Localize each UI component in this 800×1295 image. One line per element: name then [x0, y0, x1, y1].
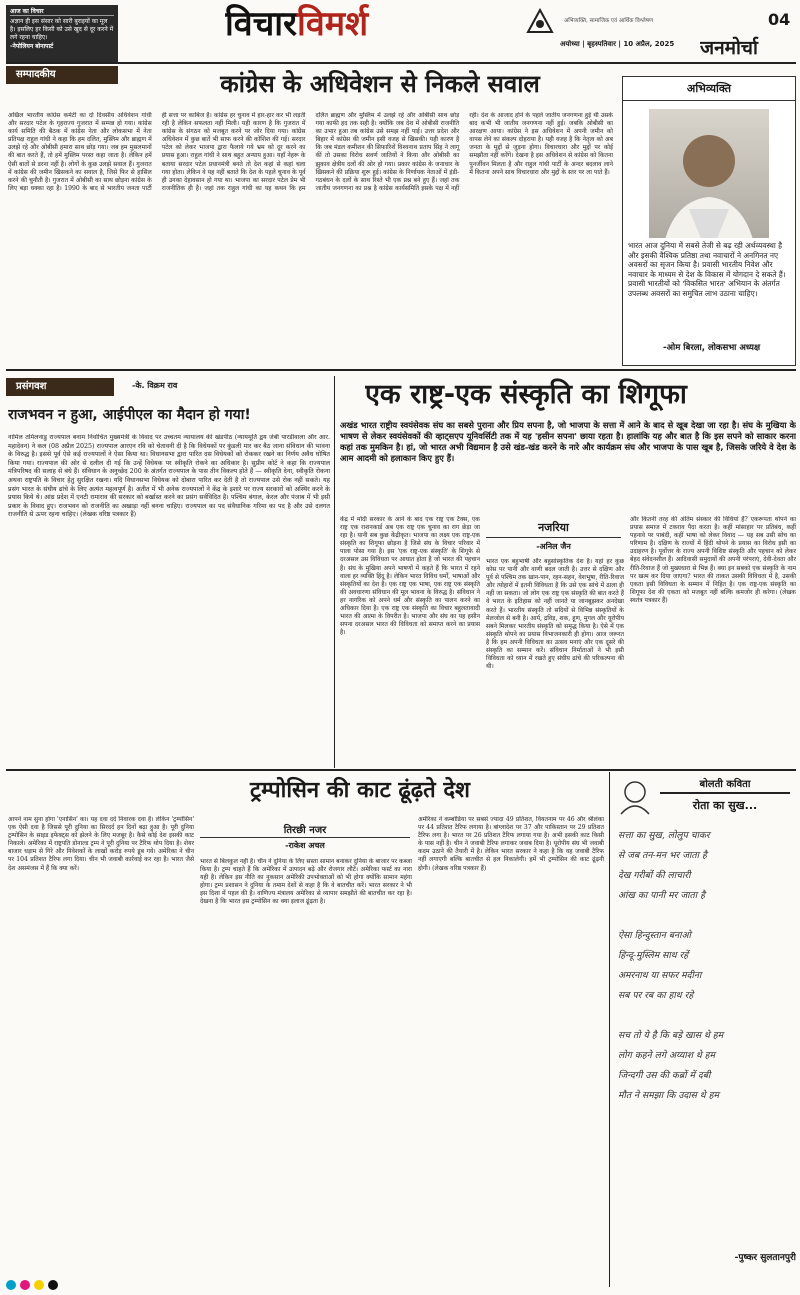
poem-line: सत्ता का सुख, लोलुप चाकर: [618, 830, 710, 841]
poem-line: देख गरीबों की लाचारी: [618, 870, 691, 881]
prasangvash-headline: राजभवन न हुआ, आईपीएल का मैदान हो गया!: [8, 407, 251, 423]
speaker-photo: [649, 109, 769, 259]
poem-icon: [615, 776, 655, 816]
poem-line: [618, 906, 796, 926]
opinion-quote: भारत आज दुनिया में सबसे तेजी से बढ़ रही अर्थव्यवस्था है और इसकी वैश्विक प्रतिष्ठा तथा नवाचारों ने अनगिनत नए अवसरों का सृजन किया है। प्रवासी भारतीय निवेश और नवाचार के माध्यम से देश के विकास में योगदान दे सकते हैं। प्रवासी भारतीयों को 'विकसित भारत' अभियान के अंतर्गत उपलब्ध अवसरों का समुचित लाभ उठाना चाहिए।: [622, 238, 796, 336]
newspaper-emblem-icon: [520, 6, 560, 36]
poem-label: बोलती कविता: [660, 776, 790, 794]
lead-byline: -अनिल जैन: [536, 542, 571, 551]
thought-of-day-title: आज का विचार: [10, 7, 114, 16]
masthead-rule: [6, 62, 796, 64]
opinion-attribution: -ओम बिरला, लोकसभा अध्यक्ष: [622, 336, 796, 366]
editorial-label: सम्पादकीय: [6, 66, 118, 84]
poem-line: [618, 1006, 796, 1026]
print-registration-mark: [20, 1280, 30, 1290]
trump-headline: ट्रम्पोसिन की काट ढूंढ़ते देश: [250, 778, 470, 803]
print-registration-mark: [48, 1280, 58, 1290]
section-title: [225, 2, 455, 46]
portrait-silhouette-icon: [649, 109, 769, 259]
lead-deck: अखंड भारत राष्ट्रीय स्वयंसेवक संघ का सबसे पुराना और प्रिय सपना है, जो भाजपा के सत्ता में आने के बाद से खूब देखा जा रहा है। संघ के मुखिया के भाषण से लेकर स्वयंसेवकों की व्हाट्सएप यूनिवर्सिटी तक में यह 'हसीन सपना' छाया रहता है। हालांकि यह और बात है कि इस सपने को साकार करना कहां तक मुमकिन है। हां, जो भारत अभी विद्यमान है उसे खंड-खंड करने के नारे और कार्यक्रम संघ और भाजपा के पास खूब है, जिसके जरिये वे देश के आम आदमी को हलाकान किए हुए हैं।: [340, 420, 796, 463]
paper-name: जनमोर्चा: [700, 37, 758, 59]
poet-sketch-icon: [615, 776, 655, 816]
poem-line: मौत ने समझा कि उदास थे हम: [618, 1090, 719, 1101]
thought-of-day-author: -नेपोलियन बोनापार्ट: [10, 43, 54, 50]
poem-line: लोग कहने लगे अय्याश थे हम: [618, 1050, 716, 1061]
trump-body-right: अमेरिका ने कम्बोडिया पर सबसे ज्यादा 49 प्रतिशत, वियतनाम पर 46 और श्रीलंका पर 44 प्रतिशत टैरिफ लगाया है। बांग्लादेश पर 37 और पाकिस्तान पर 29 प्रतिशत टैरिफ लगा है। भारत पर 26 प्रतिशत टैरिफ लगाया गया है। अभी इसकी काट किसी के पास नहीं है। चीन ने जवाबी टैरिफ लगाकर जवाब दिया है। यूरोपीय संघ भी जवाबी कदम उठाने की तैयारी में है। लेकिन भारत सरकार ने कहा है कि वह जवाबी टैरिफ नहीं लगाएगी बल्कि बातचीत से हल निकालेगी। हमें भी ट्रम्पोसिन की काट ढूंढ़नी होगी। (लेखक वरिष्ठ पत्रकार हैं): [418, 816, 604, 872]
trump-body-mid: भारत से बिलकुल नहीं है। चीन ने दुनिया के लिए सस्ता सामान बनाकर दुनिया के बाजार पर कब्जा किया है। ट्रम्प चाहते हैं कि अमेरिका में उत्पादन बढ़े और रोजगार लौटें। अमेरिका फर्स्ट का नारा यही है। लेकिन इस नीति का नुकसान अमेरिकी उपभोक्ताओं को भी होगा क्योंकि सामान महंगा होगा। ट्रम्प प्रशासन ने दुनिया के तमाम देशों से कहा है कि वे बातचीत करें। भारत सरकार ने भी इस दिशा में पहल की है। वाणिज्य मंत्रालय अमेरिका से व्यापार समझौते की बातचीत कर रहा है। देखना है कि भारत इस ट्रम्पोसिन का क्या इलाज ढूंढ़ता है।: [200, 858, 412, 906]
dateline: अयोध्या | बृहस्पतिवार | 10 अप्रैल, 2025: [560, 40, 675, 48]
prasangvash-divider: [334, 376, 335, 768]
lead-headline: एक राष्ट्र-एक संस्कृति का शिगूफा: [365, 379, 687, 410]
lead-body-right: और कितनी तरह की अंतिम संस्कार की विधियां हैं? एकरूपता थोपने का प्रयास समाज में टकराव पैदा करता है। कहीं मांसाहार पर प्रतिबंध, कहीं पहनावे पर पाबंदी, कहीं भाषा को लेकर विवाद — यह सब उसी सोच का परिणाम है। दक्षिण के राज्यों में हिंदी थोपने के प्रयास का विरोध इसी का उदाहरण है। पूर्वोत्तर के राज्य अपनी विशिष्ट संस्कृति और पहचान को लेकर बेहद संवेदनशील हैं। आदिवासी समुदायों की अपनी परंपराएं, देवी-देवता और रीति-रिवाज हैं जो मुख्यधारा से भिन्न हैं। क्या इन सबको एक संस्कृति के नाम पर खत्म कर दिया जाएगा? भारत की ताकत उसकी विविधता में है, उसकी एकता इसी विविधता के सम्मान में निहित है। एक राष्ट्र-एक संस्कृति का शिगूफा देश की एकता को मजबूत नहीं बल्कि कमजोर ही करेगा। (लेखक स्वतंत्र पत्रकार हैं): [630, 516, 796, 604]
trump-column-label: तिरछी नजर: [200, 822, 410, 838]
poem-body: [618, 826, 796, 1246]
masthead-logo: [520, 6, 750, 36]
prasangvash-body: नामिल तमिलनाडु राज्यपाल बनाम निर्वाचित मुख्यमंत्री के विवाद पर उच्चतम न्यायालय की खंडपीठ (न्यायमूर्ति द्वय जेबी पारडीवाला और आर. महादेवन) ने कल (08 अप्रैल 2025) राज्यपाल आरएन रवि को चेतावनी दी है कि विधेयकों पर कुंडली मार कर बैठ जाना संविधान की भावना के विरुद्ध है। इससे पूर्व ऐसे कई राज्यपालों ने ऐसा किया था। विधानसभा द्वारा पारित दस विधेयकों को रोककर रखने का निर्णय अवैध घोषित किया गया। राज्यपाल की ओर से दलील दी गई कि उन्हें विधेयक पर स्वीकृति रोकने का अधिकार है। सुप्रीम कोर्ट ने कहा कि राज्यपाल मंत्रिपरिषद की सलाह से बंधे हैं। संविधान के अनुच्छेद 200 के अंतर्गत राज्यपाल के पास तीन विकल्प होते हैं — स्वीकृति देना, स्वीकृति रोकना अथवा राष्ट्रपति के विचार हेतु सुरक्षित रखना। यदि विधानसभा विधेयक को दोबारा पारित कर देती है तो राज्यपाल उसे रोक नहीं सकते। यह प्रसंग भारत के संघीय ढांचे के लिए अत्यंत महत्वपूर्ण है। अतीत में भी अनेक राज्यपालों ने केंद्र के इशारे पर राज्य सरकारों को अस्थिर करने के प्रयास किये थे। आंध्र प्रदेश में एनटी रामाराव की सरकार को बर्खास्त करने का प्रसंग सर्वविदित है। पश्चिम बंगाल, केरल और पंजाब में भी इसी प्रकार के विवाद हुए। राजभवन को राजनीति का अखाड़ा नहीं बनना चाहिए। राज्यपाल का पद संवैधानिक गरिमा का पद है और उसे दलगत राजनीति से ऊपर रहना चाहिए। (लेखक वरिष्ठ पत्रकार हैं): [8, 434, 330, 519]
editorial-bottom-rule: [6, 369, 796, 371]
poem-line: जिन्दगी उस की कब्रों में दबी: [618, 1070, 711, 1081]
lead-column-label: नजरिया: [486, 520, 621, 538]
poem-line: सब पर रब का हाथ रहे: [618, 990, 694, 1001]
trump-byline: -राकेश अचल: [285, 841, 325, 850]
prasangvash-byline: -के. विक्रम राव: [132, 381, 178, 390]
section-title-part-a: विचार: [225, 4, 298, 44]
print-registration-mark: [6, 1280, 16, 1290]
section-title-part-b: विमर्श: [297, 4, 369, 44]
poem-line: अमरनाथ या सफर मदीना: [618, 970, 702, 981]
opinion-label: अभिव्यक्ति: [623, 77, 795, 101]
thought-of-day-box: [6, 5, 118, 63]
thought-of-day-text: अज्ञान ही इस संसार को सारी बुराइयों का मूल है। इसलिए हर किसी को उसे खुद से दूर करने में लगे रहना चाहिए।: [10, 18, 114, 41]
trump-body-left: आपने नाम सुना होगा 'एनासिन' का। यह दवा दर्द निवारक दवा है। लेकिन 'ट्रम्पोसिन' एक ऐसी दवा है जिससे पूरी दुनिया का सिरदर्द हन दिनों बढ़ा हुआ है। पूरी दुनिया ट्रम्पोसिन के साइड इफेक्ट्स को झेलने के लिए मजबूर है। कैसे कोई देश इसकी काट निकाले। अमेरिका में राष्ट्रपति डोनाल्ड ट्रम्प ने पूरी दुनिया पर टैरिफ थोप दिया है। शेयर बाजार धड़ाम से गिरे और निवेशकों के लाखों करोड़ रुपये डूब गये। अमेरिका ने चीन पर 104 प्रतिशत टैरिफ लगा दिया। चीन भी जवाबी कार्रवाई कर रहा है। भारत जैसे देश असमंजस में हैं कि क्या करें।: [8, 816, 194, 872]
editorial-body: अखिल भारतीय कांग्रेस कमेटी का दो दिवसीय अधिवेशन गांधी और सरदार पटेल के गृहराज्य गुजरात में सम्पन्न हो गया। कांग्रेस कार्य समिति की बैठक में कांग्रेस नेता और लोकसभा में नेता प्रतिपक्ष राहुल गांधी ने कहा कि हम दलित, मुस्लिम और ब्राह्मण में उलझे रहे और ओबीसी हमारा साथ छोड़ गया। जब हम मुसलमानों की बात करते हैं, तो हमें मुस्लिम परस्त कहा जाता है। लेकिन हमें ऐसी बातों से डरना नहीं है। लोगों के कुछ उलझे सवाल हैं। गुजरात में कांग्रेस की जमीन खिसकने का सवाल है, जिसे फिर से हासिल करने की चुनौती है। गुजरात में ओबीसी का साथ छोड़ना कांग्रेस के लिए बड़ा धक्का रहा है। 1990 के बाद से भारतीय जनता पार्टी ही सत्ता पर काबिज है। कांग्रेस हर चुनाव में हार-हार कर भी लड़ती रही है लेकिन सफलता नहीं मिली। यही कारण है कि गुजरात में कांग्रेस के संगठन को मजबूत करने पर जोर दिया गया। कांग्रेस अधिवेशन में कुछ बातें भी साफ करने की कोशिश की गई। सरदार पटेल को लेकर भाजपा द्वारा फैलाये गये भ्रम को दूर करने का प्रयास हुआ। राहुल गांधी ने साथ बहुत अन्याय हुआ। यहाँ नेहरू के बताया सरदार पटेल प्रधानमंत्री बनते तो देश कहां से कहां चला गया होता। लेकिन वे यह नहीं बताते कि देश के पहले चुनाव के पूर्व ही उनका देहावसान हो गया था। भाजपा का सरदार पटेल प्रेम भी राजनीतिक ही है। जहां तक राहुल गांधी का यह कथन कि हम दलित ब्राह्मण और मुस्लिम में उलझे रहे और ओबीसी साथ छोड़ गया काफी हद तक सही है। क्योंकि जब देश में ओबीसी राजनीति का उभार हुआ तब कांग्रेस उसे समझ नहीं पाई। उत्तर प्रदेश और बिहार में कांग्रेस की जमीन इसी वजह से खिसकी। यही कारण है कि जब मंडल कमीशन की सिफारिशें विश्वनाथ प्रताप सिंह ने लागू कीं तो उसका विरोध सवर्ण जातियों ने किया और ओबीसी का झुकाव क्षेत्रीय दलों की ओर हो गया। प्रकार कांग्रेस के जनाधार के खिसकने की प्रक्रिया शुरू हुई। कांग्रेस के निर्णायक नेताओं में इंडी-गठबंधन के दलों के साथ रिश्ते भी एक प्रश्न बने हुए हैं। जहां तक जातीय जनगणना का प्रश्न है कांग्रेस कार्यसमिति इसके पक्ष में नहीं रही। देश के आजाद होने के पहले जातीय जनगणना हुई थी उसके बाद कभी भी जातीय जनगणना नहीं हुई। जबकि ओबीसी का आरक्षण आया। कांग्रेस ने इस अधिवेशन में अपनी जमीन को वापस लेने का संकल्प दोहराया है। यही वजह है कि नेतृत्व को अब जनता के मुद्दों से जुड़ना होगा। विचारधारा और मुद्दों पर कोई समझौता नहीं करेंगे। देखना है इस अधिवेशन से कांग्रेस को कितना पुनर्जीवन मिलता है और राहुल गांधी पार्टी के अन्दर बदलाव लाने में कितना अपने साथ विचारधारा और मुद्दों के स्तर पर ला पाते हैं।: [8, 112, 613, 192]
trump-poem-divider: [609, 772, 610, 1287]
poem-line: आंख का पानी मर जाता है: [618, 890, 705, 901]
poem-line: से जब तन-मन भर जाता है: [618, 850, 707, 861]
poem-title: रोता का सुख...: [692, 799, 758, 812]
lead-bottom-rule: [6, 769, 796, 771]
page-number: 04: [768, 10, 791, 29]
poem-line: हिन्दू-मुस्लिम साथ रहें: [618, 950, 689, 961]
lead-body-mid: भारत एक बहुभाषी और बहुसांस्कृतिक देश है। यहां हर कुछ कोस पर पानी और वाणी बदल जाती है। उत्तर से दक्षिण और पूर्व से पश्चिम तक खान-पान, रहन-सहन, वेशभूषा, रीति-रिवाज और त्योहारों में इतनी विविधता है कि उसे एक सांचे में ढाला ही नहीं जा सकता। जो लोग एक राष्ट्र एक संस्कृति की बात करते हैं वे भारत के इतिहास को नहीं जानते या जानबूझकर अनदेखा करते हैं। भारतीय संस्कृति तो सदियों से विभिन्न संस्कृतियों के मेलजोल से बनी है। आर्य, द्रविड़, शक, हूण, मुगल और यूरोपीय सबने मिलकर भारतीय संस्कृति को समृद्ध किया है। ऐसे में एक संस्कृति थोपने का प्रयास विभाजनकारी ही होगा। आज जरूरत है कि हम अपनी विविधता का उत्सव मनाएं और एक दूसरे की संस्कृति का सम्मान करें। संविधान निर्माताओं ने भी इसी विविधता को ध्यान में रखते हुए संघीय ढांचे की परिकल्पना की थी।: [486, 558, 624, 671]
poem-author: -पुष्कर सुलतानपुरी: [734, 1253, 796, 1263]
lead-body-left: केंद्र में मोदी सरकार के आने के बाद एक राष्ट्र एक टैक्स, एक राष्ट्र एक राशनकार्ड अब एक राष्ट्र एक चुनाव का राग छेड़ा जा रहा है। यानी सब कुछ केंद्रीकृत। भाजपा का लक्ष्य एक राष्ट्र-एक संस्कृति का शिगूफा छोड़ना है जिसे संघ के विचार परिवार में पाला पोसा गया है। इस 'एक राष्ट्र-एक संस्कृति' के शिगूफे से दरअसल उस विविधता पर आघात होता है जो भारत की पहचान है। संघ के मुखिया अपने भाषणों में कहते हैं कि भारत में रहने वाला हर व्यक्ति हिंदू है। लेकिन भारत विविध धर्मों, भाषाओं और संस्कृतियों का देश है। एक राष्ट्र एक भाषा, एक राष्ट्र एक संस्कृति की अवधारणा संविधान की मूल भावना के विरुद्ध है। संविधान ने हर नागरिक को अपने धर्म और संस्कृति का पालन करने का अधिकार दिया है। एक राष्ट्र एक संस्कृति का विचार बहुलतावादी भारत की आत्मा के विपरीत है। भाजपा और संघ का यह हसीन सपना दरअसल भारत की विविधता को समाप्त करने का प्रयास है।: [340, 516, 480, 637]
logo-subtitle: अभिव्यक्ति, सामाजिक एवं आर्थिक विश्लेषण: [564, 18, 653, 24]
prasangvash-label: प्रसंगवश: [6, 378, 114, 396]
print-registration-mark: [34, 1280, 44, 1290]
poem-line: ऐसा हिन्दुस्तान बनाओ: [618, 930, 691, 941]
poem-line: सच तो ये है कि बड़े खास थे हम: [618, 1030, 724, 1041]
editorial-headline: कांग्रेस के अधिवेशन से निकले सवाल: [220, 70, 540, 98]
